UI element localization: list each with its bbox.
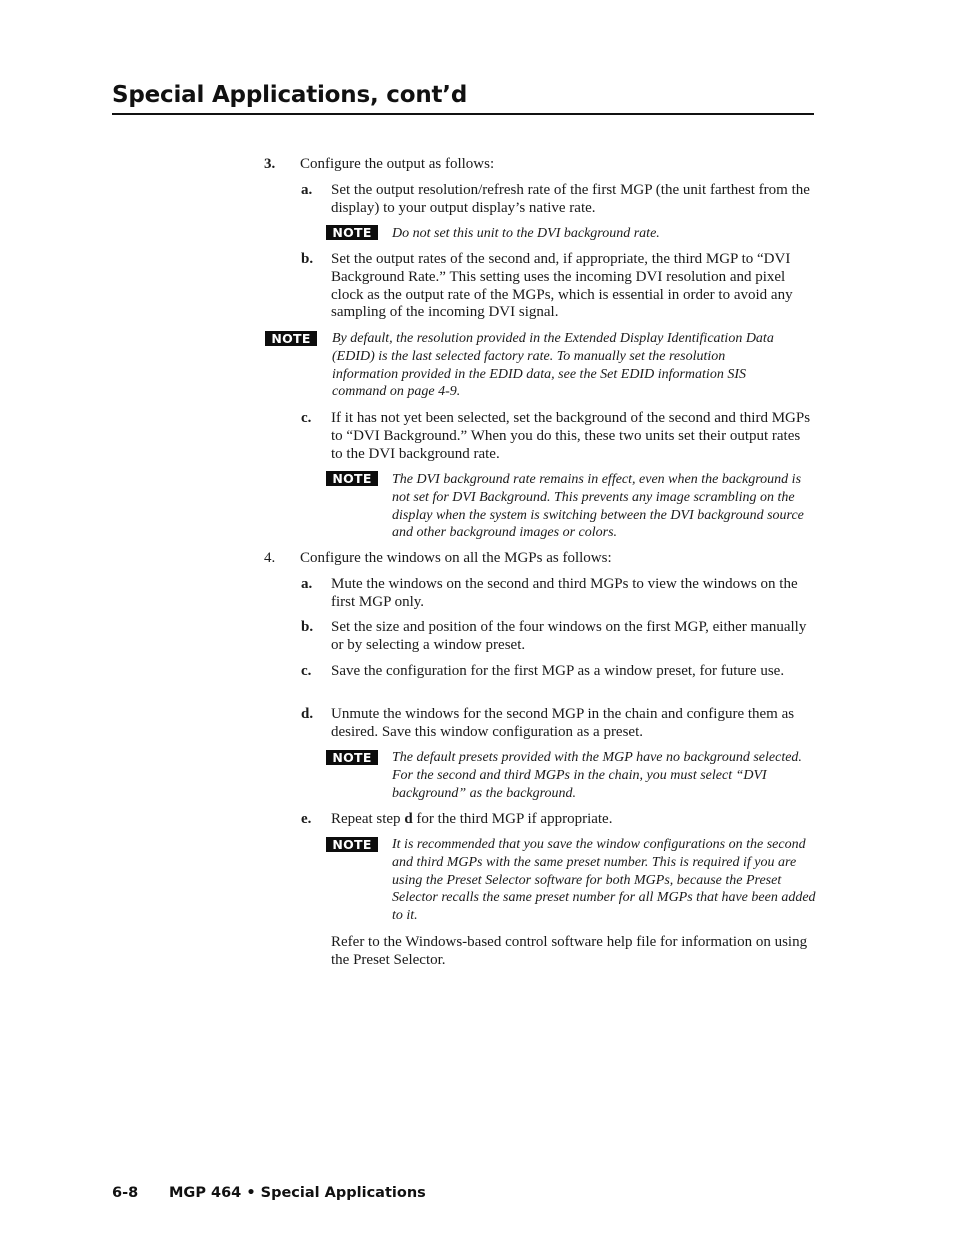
- step-4d-text: Unmute the windows for the second MGP in the chain and configure them as desired. Save this window configuration as a preset.: [331, 706, 795, 740]
- step-4e-text-before: Repeat step: [331, 811, 405, 827]
- step-3b-text: Set the output rates of the second and, if appropriate, the third MGP to “DVI Background Rate.” This setting uses the incoming DVI resolution and pixel clock as the output rate of the MGPs, which is essential in order to avoid any sampling of the incoming DVI signal.: [331, 251, 793, 321]
- step-4a-text: Mute the windows on the second and third MGPs to view the windows on the first MGP only.: [331, 576, 798, 610]
- step-4e-label: e.: [301, 811, 312, 827]
- step-3c-label: c.: [301, 410, 312, 426]
- step-4d-note: The default presets provided with the MGP have no background selected. For the second and third MGPs in the chain, you must select “DVI background” as the background.: [392, 750, 802, 801]
- closing-paragraph: Refer to the Windows-based control software help file for information on using the Preset Selector.: [331, 934, 808, 968]
- note-badge: NOTE: [326, 750, 378, 765]
- step-3c-note: The DVI background rate remains in effect, even when the background is not set for DVI Background. This prevents any image scrambling on the display when the system is switching between the DVI background source and other background images or colors.: [392, 472, 804, 541]
- step-4a-label: a.: [301, 576, 313, 592]
- footer-page-number: 6-8: [112, 1185, 139, 1201]
- step-4b-text: Set the size and position of the four windows on the first MGP, either manually or by selecting a window preset.: [331, 619, 807, 653]
- step-4e-text-after: for the third MGP if appropriate.: [412, 811, 613, 827]
- step-3c-text: If it has not yet been selected, set the background of the second and third MGPs to “DVI Background.” When you do this, these two units set their output rates to the DVI background rate.: [331, 410, 811, 462]
- note-badge: NOTE: [326, 225, 378, 240]
- step-3-number: 3.: [264, 156, 276, 172]
- edid-note: By default, the resolution provided in the Extended Display Identification Data (EDID) is the last selected factory rate. To manually set the resolution information provided in the EDID data, see the Set EDID information SIS command on page 4-9.: [332, 331, 774, 400]
- title-rule: [112, 113, 814, 115]
- step-4-number: 4.: [264, 550, 276, 566]
- step-4e-note: It is recommended that you save the window configurations on the second and third MGPs with the same preset number. This is required if you are using the Preset Selector software for both MGPs, because the Preset Selector recalls the same preset number for all MGPs that have been added to it.: [392, 837, 816, 924]
- step-3b-label: b.: [301, 251, 314, 267]
- step-4e-text: [331, 811, 815, 829]
- page-title: Special Applications, cont’d: [112, 82, 468, 108]
- step-4d-label: d.: [301, 706, 314, 722]
- step-3-text: Configure the output as follows:: [300, 156, 495, 172]
- note-badge: NOTE: [326, 837, 378, 852]
- step-4c-label: c.: [301, 663, 312, 679]
- step-4c-text: Save the configuration for the first MGP as a window preset, for future use.: [331, 663, 785, 679]
- note-badge: NOTE: [326, 471, 378, 486]
- step-4b-label: b.: [301, 619, 314, 635]
- step-4-text: Configure the windows on all the MGPs as follows:: [300, 550, 612, 566]
- step-3a-text: Set the output resolution/refresh rate of the first MGP (the unit farthest from the display) to your output display’s native rate.: [331, 182, 810, 216]
- step-4e-step-ref: d: [404, 811, 413, 827]
- footer-doc-title: MGP 464 • Special Applications: [169, 1185, 426, 1201]
- note-badge: NOTE: [265, 331, 317, 346]
- step-3a-label: a.: [301, 182, 313, 198]
- step-3a-note: Do not set this unit to the DVI background rate.: [392, 226, 660, 241]
